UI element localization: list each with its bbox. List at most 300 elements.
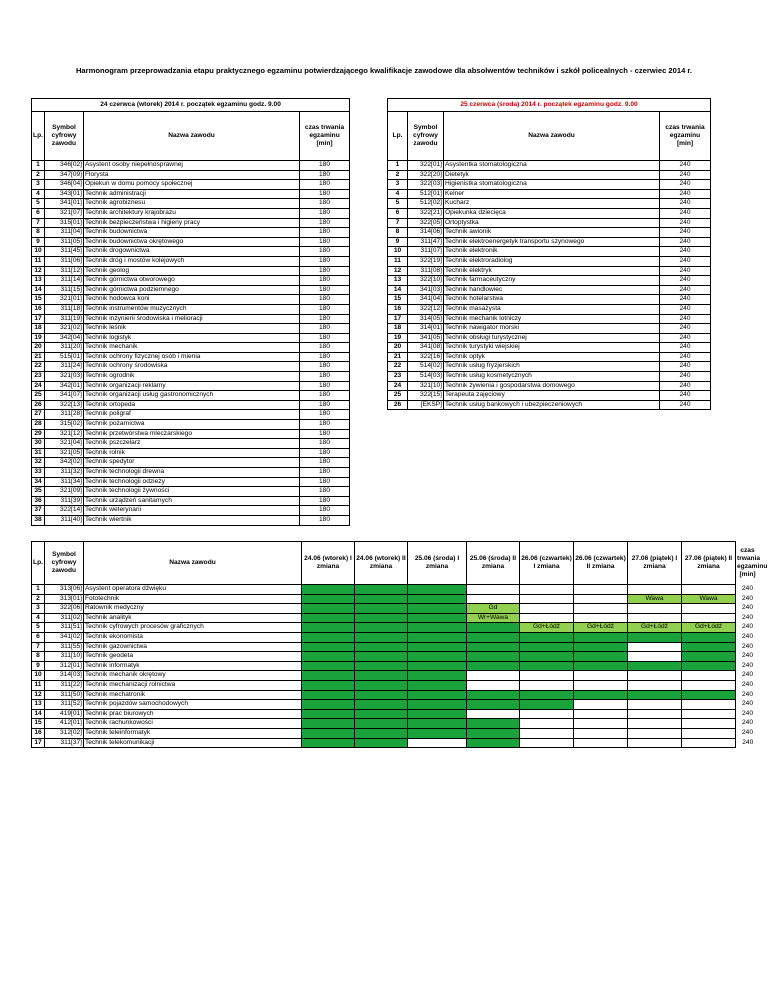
schedule-cell-active xyxy=(302,690,355,700)
row-symbol: 512[01] xyxy=(408,189,444,199)
schedule-cell-active xyxy=(408,709,467,719)
row-lp: 37 xyxy=(32,506,45,516)
schedule-cell-empty xyxy=(520,719,574,729)
row-time: 180 xyxy=(300,429,350,439)
row-time: 240 xyxy=(741,719,753,727)
row-lp: 2 xyxy=(388,170,408,180)
row-symbol: 347[09] xyxy=(45,170,84,180)
row-time: 180 xyxy=(300,208,350,218)
table-row xyxy=(388,237,711,247)
schedule-cell-active xyxy=(408,585,467,595)
col-time: czas trwania egzaminu [min] xyxy=(660,112,711,161)
row-time: 240 xyxy=(741,585,753,592)
table-caption: 24 czerwca (wtorek) 2014 r. początek egzaminu godz. 9.00 xyxy=(32,99,350,112)
row-symbol: 342[01] xyxy=(45,381,84,391)
table-row xyxy=(32,161,350,171)
row-time: 240 xyxy=(660,362,711,372)
schedule-cell-active xyxy=(682,690,736,700)
row-lp: 5 xyxy=(388,199,408,209)
row-symbol: 311[18] xyxy=(45,304,84,314)
table-row xyxy=(32,228,350,238)
schedule-cell-empty xyxy=(574,585,628,595)
row-time: 180 xyxy=(300,343,350,353)
row-symbol: 314[01] xyxy=(408,324,444,334)
schedule-cell-active xyxy=(355,623,408,633)
row-symbol: 321[09] xyxy=(45,487,84,497)
table-row xyxy=(32,604,760,614)
table-row xyxy=(32,304,350,314)
row-name: Ortoptystka xyxy=(444,218,660,228)
row-name: Technik gazownictwa xyxy=(84,642,302,652)
row-symbol: 311[39] xyxy=(45,496,84,506)
row-lp: 30 xyxy=(32,439,45,449)
schedule-cell-empty xyxy=(574,604,628,614)
table-row xyxy=(32,170,350,180)
row-lp: 9 xyxy=(388,237,408,247)
schedule-cell-empty xyxy=(628,738,682,748)
schedule-cell-location: Wr+Wawa xyxy=(467,613,520,623)
row-symbol: 311[08] xyxy=(408,266,444,276)
table-row xyxy=(32,429,350,439)
table-caption: 25 czerwca (środa) 2014 r. początek egzaminu godz. 9.00 xyxy=(388,99,711,112)
schedule-cell-active xyxy=(520,661,574,671)
table-row xyxy=(32,738,760,748)
schedule-cell-active xyxy=(355,738,408,748)
row-name: Technik turystyki wiejskiej xyxy=(444,343,660,353)
row-symbol: 311[45] xyxy=(45,247,84,257)
schedule-cell-empty xyxy=(520,671,574,681)
row-name: Technik rolnik xyxy=(84,448,300,458)
row-time: 240 xyxy=(741,604,753,612)
col-day-1: 24.06 (wtorek) I zmiana xyxy=(302,542,355,585)
schedule-cell-active xyxy=(467,652,520,662)
row-time: 180 xyxy=(300,391,350,401)
schedule-cell-active xyxy=(467,690,520,700)
row-lp: 1 xyxy=(32,161,45,171)
col-name: Nazwa zawodu xyxy=(84,112,300,161)
row-time: 240 xyxy=(660,247,711,257)
table-row xyxy=(32,352,350,362)
row-time: 240 xyxy=(660,400,711,410)
row-lp: 1 xyxy=(32,585,45,595)
row-time: 180 xyxy=(300,228,350,238)
row-time: 180 xyxy=(300,256,350,266)
schedule-cell-active xyxy=(302,700,355,710)
table-row xyxy=(388,381,711,391)
schedule-cell-empty xyxy=(467,671,520,681)
row-name: Technik instrumentów muzycznych xyxy=(84,304,300,314)
table-row xyxy=(32,506,350,516)
row-name: Technik drogownictwa xyxy=(84,247,300,257)
schedule-cell-empty xyxy=(467,680,520,690)
row-lp: 38 xyxy=(32,515,45,525)
row-time: 240 xyxy=(741,671,753,679)
table-row xyxy=(32,208,350,218)
row-symbol: 311[51] xyxy=(45,623,84,633)
schedule-cell-active xyxy=(467,738,520,748)
row-time: 180 xyxy=(300,170,350,180)
row-symbol: 315[02] xyxy=(45,420,84,430)
row-name: Technik hotelarstwa xyxy=(444,295,660,305)
row-name: Dietetyk xyxy=(444,170,660,180)
col-day-4: 25.06 (środa) II zmiana xyxy=(467,542,520,585)
row-name: Technik organizacji reklamy xyxy=(84,381,300,391)
row-lp: 5 xyxy=(32,199,45,209)
row-time: 240 xyxy=(660,199,711,209)
schedule-cell-active xyxy=(355,690,408,700)
schedule-cell-location: Gd+Łódź xyxy=(574,623,628,633)
row-name: Technik pszczelarz xyxy=(84,439,300,449)
table-row xyxy=(388,343,711,353)
row-name: Higienistka stomatologiczna xyxy=(444,180,660,190)
row-symbol: 342[02] xyxy=(45,458,84,468)
row-time: 240 xyxy=(742,738,754,746)
row-time: 240 xyxy=(741,632,753,640)
row-name: Opiekun w domu pomocy społecznej xyxy=(84,180,300,190)
row-lp: 19 xyxy=(32,333,45,343)
table-row xyxy=(32,266,350,276)
table-row xyxy=(32,391,350,401)
row-symbol: 341[03] xyxy=(408,285,444,295)
row-name: Technik ogrodnik xyxy=(84,372,300,382)
schedule-cell-active xyxy=(355,604,408,614)
row-symbol: 311[20] xyxy=(45,343,84,353)
row-lp: 14 xyxy=(32,709,45,719)
schedule-cell-active xyxy=(408,661,467,671)
schedule-cell-active xyxy=(520,632,574,642)
row-lp: 6 xyxy=(32,632,45,642)
row-name: Technik żywienia i gospodarstwa domowego xyxy=(444,381,660,391)
row-symbol: 321[05] xyxy=(45,448,84,458)
col-symbol: Symbol cyfrowy zawodu xyxy=(45,542,84,585)
row-time: 180 xyxy=(300,420,350,430)
schedule-cell-location: Gd+Łódź xyxy=(628,623,682,633)
schedule-cell-empty xyxy=(682,709,736,719)
schedule-cell-empty xyxy=(628,719,682,729)
table-row xyxy=(32,333,350,343)
row-time: 240 xyxy=(660,256,711,266)
row-time: 180 xyxy=(300,496,350,506)
schedule-cell-active xyxy=(302,623,355,633)
schedule-cell-empty xyxy=(628,604,682,614)
schedule-cell-active xyxy=(574,642,628,652)
row-symbol: 314[06] xyxy=(408,228,444,238)
table-row xyxy=(32,324,350,334)
row-symbol: 322[15] xyxy=(408,391,444,401)
schedule-cell-active xyxy=(355,671,408,681)
row-lp: 13 xyxy=(32,276,45,286)
schedule-cell-active xyxy=(408,594,467,604)
schedule-cell-active xyxy=(467,719,520,729)
row-symbol: 311[22] xyxy=(45,680,84,690)
table-row xyxy=(32,632,760,642)
row-name: Asystent operatora dźwięku xyxy=(84,585,302,595)
table-body xyxy=(32,161,350,526)
row-symbol: 322[21] xyxy=(408,208,444,218)
table-row xyxy=(388,324,711,334)
row-name: Kucharz xyxy=(444,199,660,209)
row-lp: 3 xyxy=(32,604,45,614)
schedule-cell-empty xyxy=(628,671,682,681)
schedule-cell-active xyxy=(408,671,467,681)
row-time: 180 xyxy=(300,266,350,276)
schedule-cell-empty xyxy=(682,613,736,623)
row-name: Technik architektury krajobrazu xyxy=(84,208,300,218)
table-row xyxy=(388,314,711,324)
row-name: Technik przetwórstwa mleczarskiego xyxy=(84,429,300,439)
table-row xyxy=(388,208,711,218)
schedule-cell-active xyxy=(574,652,628,662)
row-symbol: 322[14] xyxy=(45,506,84,516)
schedule-cell-location: Wawa xyxy=(682,594,736,604)
row-lp: 12 xyxy=(388,266,408,276)
row-symbol: 313[01] xyxy=(45,594,84,604)
schedule-cell-location: Gd+Łódź xyxy=(520,623,574,633)
col-lp: Lp. xyxy=(32,112,45,161)
table-row xyxy=(388,372,711,382)
schedule-cell-location: Wawa xyxy=(628,594,682,604)
row-name: Technik agrobiznesu xyxy=(84,199,300,209)
table-row xyxy=(32,458,350,468)
row-lp: 24 xyxy=(388,381,408,391)
row-symbol: 311[24] xyxy=(45,362,84,372)
table-row xyxy=(32,256,350,266)
row-symbol: 311[06] xyxy=(45,256,84,266)
row-time: 180 xyxy=(300,161,350,171)
row-time: 240 xyxy=(741,642,753,650)
schedule-cell-active xyxy=(628,632,682,642)
schedule-cell-empty xyxy=(520,613,574,623)
table-row xyxy=(32,180,350,190)
row-name: Technik nawigator morski xyxy=(444,324,660,334)
row-name: Technik weterynarii xyxy=(84,506,300,516)
row-lp: 21 xyxy=(388,352,408,362)
row-lp: 14 xyxy=(388,285,408,295)
col-day-6: 26.06 (czwartek) II zmiana xyxy=(574,542,628,585)
row-lp: 4 xyxy=(32,613,45,623)
table-row xyxy=(32,218,350,228)
row-symbol: 341[01] xyxy=(45,199,84,209)
table-row xyxy=(32,585,760,595)
table-row xyxy=(388,199,711,209)
row-time: 180 xyxy=(300,468,350,478)
row-lp: 2 xyxy=(32,594,45,604)
row-lp: 1 xyxy=(388,161,408,171)
row-lp: 10 xyxy=(388,247,408,257)
row-name: Ratownik medyczny xyxy=(84,604,302,614)
schedule-cell-active xyxy=(574,661,628,671)
table-body xyxy=(388,161,711,410)
row-name: Technik analityk xyxy=(84,613,302,623)
row-lp: 3 xyxy=(32,180,45,190)
row-time: 180 xyxy=(300,458,350,468)
schedule-cell-empty xyxy=(520,738,574,748)
row-symbol: 311[15] xyxy=(45,285,84,295)
row-name: Technik technologii odzieży xyxy=(84,477,300,487)
schedule-cell-active xyxy=(302,613,355,623)
schedule-cell-active xyxy=(302,709,355,719)
row-lp: 12 xyxy=(32,690,45,700)
schedule-cell-active xyxy=(467,728,520,738)
table-row xyxy=(32,652,760,662)
row-name: Opiekunka dziecięca xyxy=(444,208,660,218)
row-time: 240 xyxy=(660,237,711,247)
row-time: 240 xyxy=(660,285,711,295)
row-name: Technik spedytor xyxy=(84,458,300,468)
row-symbol: 342[04] xyxy=(45,333,84,343)
row-time: 180 xyxy=(300,314,350,324)
schedule-cell-active xyxy=(302,642,355,652)
row-symbol: 321[10] xyxy=(408,381,444,391)
row-lp: 11 xyxy=(32,680,45,690)
schedule-cell-active xyxy=(520,652,574,662)
schedule-cell-active xyxy=(355,613,408,623)
row-lp: 35 xyxy=(32,487,45,497)
row-lp: 21 xyxy=(32,352,45,362)
row-name: Technik elektryk xyxy=(444,266,660,276)
schedule-cell-empty xyxy=(628,728,682,738)
row-lp: 15 xyxy=(32,719,45,729)
schedule-cell-active xyxy=(408,719,467,729)
row-name: Asystent osoby niepełnosprawnej xyxy=(84,161,300,171)
schedule-cell-active xyxy=(302,604,355,614)
row-lp: 6 xyxy=(388,208,408,218)
row-symbol: 312[02] xyxy=(45,728,84,738)
row-time: 240 xyxy=(660,208,711,218)
table-row xyxy=(32,642,760,652)
row-name: Kelner xyxy=(444,189,660,199)
row-name: Technik awionik xyxy=(444,228,660,238)
schedule-cell-active xyxy=(408,728,467,738)
row-symbol: 512[02] xyxy=(408,199,444,209)
schedule-cell-active xyxy=(574,690,628,700)
row-lp: 20 xyxy=(388,343,408,353)
row-symbol: 346[04] xyxy=(45,180,84,190)
schedule-cell-empty xyxy=(628,642,682,652)
row-symbol: 322[05] xyxy=(408,218,444,228)
row-time: 240 xyxy=(660,161,711,171)
col-day-5: 26.06 (czwartek) I zmiana xyxy=(520,542,574,585)
row-time: 240 xyxy=(660,343,711,353)
row-lp: 33 xyxy=(32,468,45,478)
row-name: Technik urządzeń sanitarnych xyxy=(84,496,300,506)
row-time: 240 xyxy=(660,228,711,238)
row-symbol: 312[01] xyxy=(45,661,84,671)
row-lp: 19 xyxy=(388,333,408,343)
row-time: 240 xyxy=(660,295,711,305)
row-time: 240 xyxy=(660,180,711,190)
schedule-cell-active xyxy=(355,632,408,642)
row-lp: 3 xyxy=(388,180,408,190)
row-name: Technik leśnik xyxy=(84,324,300,334)
row-name: Technik hodowca koni xyxy=(84,295,300,305)
row-time: 180 xyxy=(300,372,350,382)
row-time: 180 xyxy=(300,381,350,391)
row-symbol: 314[03] xyxy=(45,671,84,681)
row-symbol: 322[06] xyxy=(45,604,84,614)
row-symbol: [EKSP] xyxy=(408,400,444,410)
col-name: Nazwa zawodu xyxy=(84,542,302,585)
schedule-cell-active xyxy=(682,642,736,652)
row-name: Technik poligraf xyxy=(84,410,300,420)
schedule-cell-empty xyxy=(628,680,682,690)
table-row xyxy=(32,420,350,430)
schedule-cell-active xyxy=(467,661,520,671)
row-name: Fototechnik xyxy=(84,594,302,604)
table-row xyxy=(32,680,760,690)
row-lp: 16 xyxy=(388,304,408,314)
table-row xyxy=(32,468,350,478)
schedule-cell-active xyxy=(302,680,355,690)
row-lp: 24 xyxy=(32,381,45,391)
table-row xyxy=(32,477,350,487)
row-name: Technik ekonomista xyxy=(84,632,302,642)
row-lp: 8 xyxy=(32,652,45,662)
row-lp: 10 xyxy=(32,671,45,681)
table-row xyxy=(32,285,350,295)
row-time: 180 xyxy=(300,352,350,362)
schedule-cell-active xyxy=(408,690,467,700)
row-symbol: 311[02] xyxy=(45,613,84,623)
row-name: Technik pożarnictwa xyxy=(84,420,300,430)
row-time: 240 xyxy=(660,333,711,343)
table-row xyxy=(32,237,350,247)
schedule-cell-active xyxy=(302,594,355,604)
schedule-cell-empty xyxy=(574,709,628,719)
row-name: Technik logistyk xyxy=(84,333,300,343)
table-row xyxy=(32,314,350,324)
schedule-cell-active xyxy=(682,632,736,642)
schedule-cell-active xyxy=(408,652,467,662)
table-june-25 xyxy=(387,98,711,410)
row-symbol: 419[01] xyxy=(45,709,84,719)
schedule-cell-empty xyxy=(682,604,736,614)
schedule-cell-active xyxy=(408,623,467,633)
row-lp: 8 xyxy=(32,228,45,238)
table-june-24 xyxy=(31,98,350,526)
schedule-cell-active xyxy=(355,728,408,738)
table-row xyxy=(32,487,350,497)
schedule-cell-active xyxy=(302,632,355,642)
table-row xyxy=(388,189,711,199)
row-time: 240 xyxy=(660,170,711,180)
row-name: Technik pojazdów samochodowych xyxy=(84,700,302,710)
row-symbol: 322[12] xyxy=(408,304,444,314)
row-lp: 23 xyxy=(32,372,45,382)
schedule-cell-location: Gd+Łódź xyxy=(682,623,736,633)
row-time: 240 xyxy=(741,700,753,708)
row-lp: 18 xyxy=(32,324,45,334)
table-row xyxy=(32,613,760,623)
row-symbol: 321[03] xyxy=(45,372,84,382)
schedule-cell-active xyxy=(467,623,520,633)
schedule-cell-location: Gd xyxy=(467,604,520,614)
schedule-cell-active xyxy=(355,585,408,595)
row-symbol: 311[05] xyxy=(45,237,84,247)
table-row xyxy=(388,256,711,266)
table-row xyxy=(388,170,711,180)
row-lp: 7 xyxy=(32,642,45,652)
row-lp: 13 xyxy=(388,276,408,286)
row-time: 180 xyxy=(300,304,350,314)
row-lp: 9 xyxy=(32,237,45,247)
row-name: Technik ortopeda xyxy=(84,400,300,410)
row-symbol: 311[55] xyxy=(45,642,84,652)
row-time: 180 xyxy=(300,506,350,516)
row-name: Technik elektroradiolog xyxy=(444,256,660,266)
row-lp: 17 xyxy=(32,314,45,324)
row-name: Technik elektronik xyxy=(444,247,660,257)
